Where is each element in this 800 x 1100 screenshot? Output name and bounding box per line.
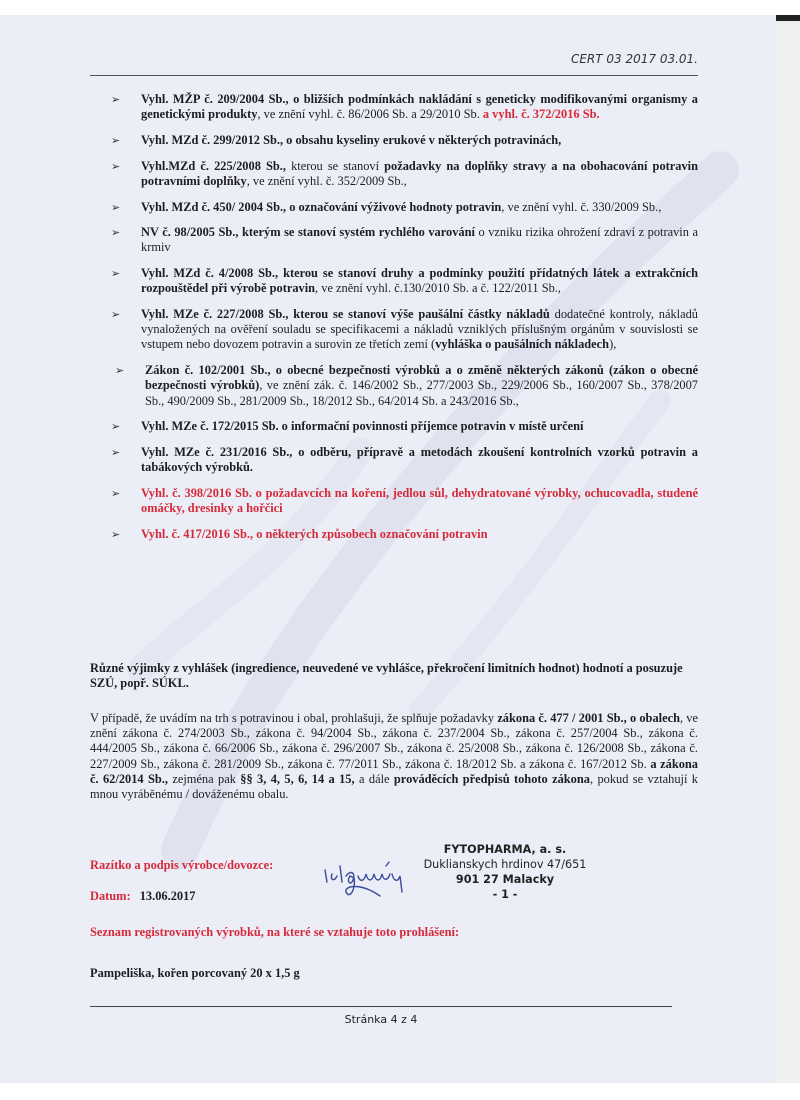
footer-rule: [90, 1006, 672, 1007]
text-run-bold: Zákon č. 102/2001 Sb., o obecné bezpečnosti výrobků a o změně některých zákonů (zákon o obecné bezpečnosti výrobků): [145, 363, 698, 393]
regulation-item: [111, 445, 698, 475]
regulation-item: [111, 307, 698, 353]
document-code: CERT 03 2017 03.01.: [570, 52, 698, 66]
text-run: , ve znění vyhl. č. 330/2009 Sb.,: [501, 199, 662, 214]
product-item: Pampeliška, kořen porcovaný 20 x 1,5 g: [90, 966, 300, 980]
regulation-item: [111, 486, 698, 516]
text-run-bold: §§ 3, 4, 5, 6, 14 a 15,: [240, 771, 355, 786]
date-label: Datum:: [90, 889, 131, 903]
arrow-bullet-icon: ➢: [111, 226, 121, 240]
text-run: dodatečné kontroly, nákladů vynaložených na ověření souladu se specifikacemi a nákladů vzniklých příslušným orgánům v souvislosti se vstupem nebo dovozem potravin a surovin ze třetích zemí (: [141, 307, 698, 352]
regulation-item: [111, 200, 698, 215]
company-stamp: [420, 842, 590, 902]
regulation-item: [111, 266, 698, 296]
text-run: o vzniku rizika ohrožení zdraví z potravin a krmiv: [141, 225, 698, 255]
arrow-bullet-icon: ➢: [111, 159, 121, 173]
arrow-bullet-icon: ➢: [111, 420, 121, 434]
regulations-list: [111, 92, 698, 552]
text-run-bold: Vyhl. MZe č. 231/2016 Sb., o odběru, přípravě a metodách zkoušení kontrolních vzorků potravin a tabákových výrobků.: [141, 444, 698, 475]
regulation-item: [111, 527, 698, 542]
text-run-bold: Vyhl. MZe č. 227/2008 Sb., kterou se stanoví výše paušální částky nákladů: [141, 307, 550, 322]
exceptions-note: Různé výjimky z vyhlášek (ingredience, neuvedené ve vyhlášce, překročení limitních hodnot) hodnotí a posuzuje SZÚ, popř. SÚKL.: [90, 661, 683, 691]
regulation-item: [111, 92, 698, 122]
text-run-bold: Vyhl. MZe č. 172/2015 Sb. o informační povinnosti příjemce potravin v místě určení: [141, 419, 584, 434]
arrow-bullet-icon: ➢: [111, 133, 121, 147]
text-run: , ve znění vyhl. č.130/2010 Sb. a č. 122/2011 Sb.,: [315, 281, 561, 296]
text-run-bold-red: Vyhl. č. 417/2016 Sb., o některých způsobech označování potravin: [141, 526, 488, 541]
text-run-bold: vyhláška o paušálních nákladech: [435, 337, 610, 352]
arrow-bullet-icon: ➢: [111, 308, 121, 322]
handwritten-signature: [320, 852, 430, 907]
text-run-bold: Vyhl. MZd č. 450/ 2004 Sb., o označování výživové hodnoty potravin: [141, 199, 502, 214]
arrow-bullet-icon: ➢: [111, 486, 121, 500]
stamp-number: - 1 -: [492, 888, 518, 901]
date-value: 13.06.2017: [139, 889, 196, 903]
text-run-bold-red: a vyhl. č. 372/2016 Sb.: [482, 107, 600, 122]
arrow-bullet-icon: ➢: [111, 267, 121, 281]
products-heading: Seznam registrovaných výrobků, na které se vztahuje toto prohlášení:: [90, 925, 460, 939]
arrow-bullet-icon: ➢: [111, 445, 121, 459]
text-run: ),: [609, 337, 617, 352]
text-run-bold: Vyhl. MŽP č. 209/2004 Sb., o bližších podmínkách nakládání s geneticky modifikovanými organismy a genetickými produkty: [141, 92, 698, 122]
text-run-bold-red: Vyhl. č. 398/2016 Sb. o požadavcích na koření, jedlou sůl, dehydratované výrobky, ochucovadla, studené omáčky, dresinky a hořčici: [141, 485, 698, 516]
scanner-edge: [776, 15, 800, 1083]
scanner-edge-mark: [776, 15, 800, 21]
stamp-company: FYTOPHARMA, a. s.: [443, 843, 567, 856]
arrow-bullet-icon: ➢: [115, 364, 125, 378]
text-run-bold: a zákona č. 62/2014 Sb.,: [90, 756, 698, 786]
arrow-bullet-icon: ➢: [111, 200, 121, 214]
text-run-bold: Vyhl.MZd č. 225/2008 Sb.,: [141, 158, 286, 173]
text-run: kterou se stanoví: [285, 158, 385, 173]
text-run-bold: Vyhl. MZd č. 299/2012 Sb., o obsahu kyseliny erukové v některých potravinách,: [141, 132, 562, 147]
stamp-signature-label: Razítko a podpis výrobce/dovozce:: [90, 858, 274, 872]
text-run: a dále: [354, 771, 394, 786]
date-row: [90, 889, 195, 904]
regulation-item: [111, 419, 698, 434]
regulation-item: [111, 225, 698, 255]
page-number: Stránka 4 z 4: [344, 1013, 418, 1026]
text-run: , ve znění zák. č. 146/2002 Sb., 277/2003 Sb., 229/2006 Sb., 160/2007 Sb., 378/2007 Sb., 490/2009 Sb., 281/2009 Sb., 18/2012 Sb., 64/2014 Sb. a 243/2016 Sb.,: [145, 378, 698, 408]
regulation-item: [111, 159, 698, 189]
text-run: V případě, že uvádím na trh s potravinou i obal, prohlašuji, že splňuje požadavky: [90, 711, 498, 725]
header-rule: [90, 75, 698, 76]
stamp-city: 901 27 Malacky: [455, 873, 555, 886]
regulation-item: [111, 133, 698, 148]
arrow-bullet-icon: ➢: [111, 527, 121, 541]
text-run-bold: zákona č. 477 / 2001 Sb., o obalech: [497, 711, 680, 725]
text-run: , pokud se vztahují k mnou vyráběnému / dováženému obalu.: [90, 771, 699, 802]
packaging-declaration: [90, 711, 698, 802]
regulation-item: [115, 363, 698, 409]
text-run-bold: Vyhl. MZd č. 4/2008 Sb., kterou se stanoví druhy a podmínky použití přídatných látek a extrakčních rozpouštědel při výrobě potravin: [141, 266, 698, 296]
text-run-bold: prováděcích předpisů tohoto zákona: [393, 771, 590, 786]
text-run: , ve znění vyhl. č. 86/2006 Sb. a 29/2010 Sb.: [257, 107, 483, 122]
text-run: , ve znění zákona č. 274/2003 Sb., zákona č. 94/2004 Sb., zákona č. 237/2004 Sb., zákona č. 257/2004 Sb., zákona č. 444/2005 Sb., zákona č. 66/2006 Sb., zákona č. 296/2007 Sb., zákona č. 25/2008 Sb., zákona č. 126/2008 Sb., zákona č. 227/2009 Sb., zákona č. 281/2009 Sb., zákona č. 77/2011 Sb., zákona č. 18/2012 Sb. a zákona č. 167/2012 Sb.: [90, 711, 699, 771]
text-run: zejména pak: [167, 771, 241, 786]
text-run: , ve znění vyhl. č. 352/2009 Sb.,: [246, 173, 407, 188]
text-run-bold: NV č. 98/2005 Sb., kterým se stanoví systém rychlého varování: [141, 225, 475, 240]
text-run-bold: požadavky na doplňky stravy a na obohacování potravin potravními doplňky: [141, 158, 698, 188]
stamp-street: Duklianskych hrdinov 47/651: [423, 858, 587, 871]
arrow-bullet-icon: ➢: [111, 93, 121, 106]
